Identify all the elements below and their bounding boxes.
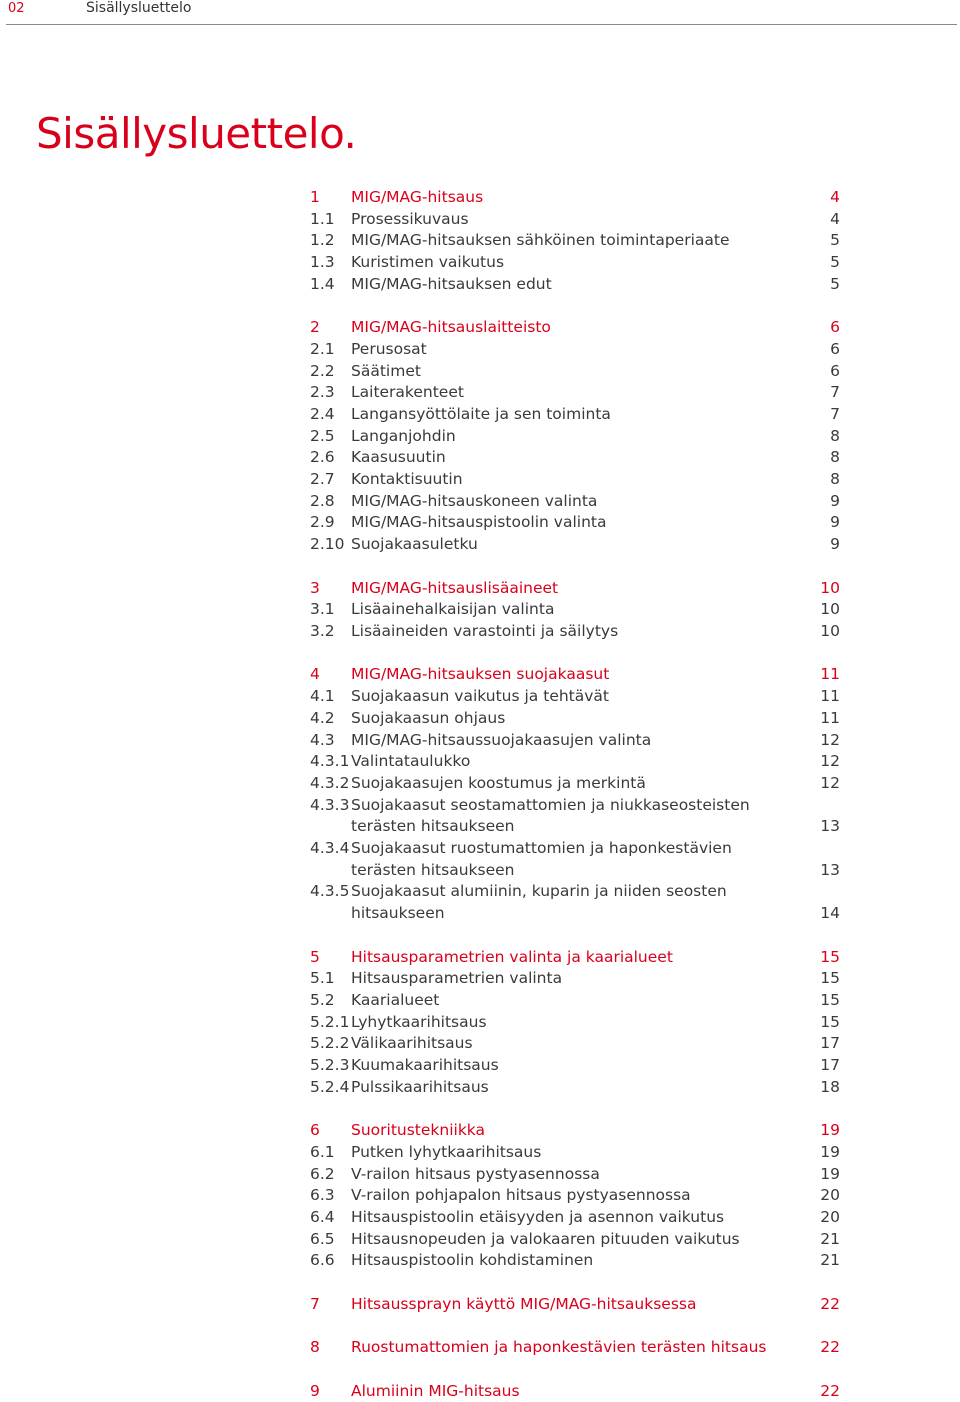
page-title: Sisällysluettelo. — [36, 109, 357, 158]
toc-section-row[interactable] — [310, 730, 840, 751]
toc-page-number: 22 — [820, 1338, 840, 1356]
toc-page-number: 20 — [820, 1186, 840, 1204]
toc-number: 4.3.2 — [310, 774, 350, 792]
toc-page-number: 5 — [830, 231, 840, 249]
toc-page-number: 15 — [820, 1013, 840, 1031]
toc-page-number: 15 — [820, 991, 840, 1009]
toc-section-row[interactable] — [310, 361, 840, 382]
toc-section-row[interactable] — [310, 426, 840, 447]
toc-title: Hitsaussprayn käyttö MIG/MAG-hitsauksessa — [351, 1295, 697, 1313]
toc-page-number: 8 — [830, 470, 840, 488]
toc-title: Hitsausparametrien valinta — [351, 969, 563, 987]
toc-number: 2.10 — [310, 535, 345, 553]
toc-section-row[interactable] — [310, 599, 840, 620]
toc-number: 5 — [310, 948, 320, 966]
toc-number: 3.1 — [310, 600, 335, 618]
toc-title: Alumiinin MIG-hitsaus — [351, 1382, 520, 1400]
toc-number: 1.1 — [310, 210, 335, 228]
toc-page-number: 7 — [830, 405, 840, 423]
toc-title: Hitsauspistoolin etäisyyden ja asennon vaikutus — [351, 1208, 725, 1226]
toc-section-row[interactable] — [310, 1250, 840, 1271]
toc-section-row[interactable] — [310, 1185, 840, 1206]
toc-title: hitsaukseen — [351, 904, 445, 922]
toc-page-number: 9 — [830, 513, 840, 531]
toc-title: Ruostumattomien ja haponkestävien terästen hitsaus — [351, 1338, 767, 1356]
toc-number: 5.2.4 — [310, 1078, 350, 1096]
toc-title: Lisäaineiden varastointi ja säilytys — [351, 622, 619, 640]
toc-page-number: 7 — [830, 383, 840, 401]
toc-number: 2.7 — [310, 470, 335, 488]
toc-title: Suoritustekniikka — [351, 1121, 486, 1139]
toc-section-row[interactable] — [310, 1142, 840, 1163]
toc-section-row[interactable] — [310, 968, 840, 989]
toc-number: 1.2 — [310, 231, 335, 249]
toc-number: 3.2 — [310, 622, 335, 640]
toc-title: MIG/MAG-hitsauksen sähköinen toimintaperiaate — [351, 231, 730, 249]
toc-title: Suojakaasut ruostumattomien ja haponkestävien — [351, 839, 732, 857]
toc-chapter-row[interactable] — [310, 1381, 840, 1402]
toc-number: 4.2 — [310, 709, 335, 727]
toc-section-row[interactable] — [310, 816, 840, 837]
toc-title: Prosessikuvaus — [351, 210, 469, 228]
toc-section-row[interactable] — [310, 1207, 840, 1228]
toc-page-number: 14 — [820, 904, 840, 922]
toc-title: Kuumakaarihitsaus — [351, 1056, 499, 1074]
toc-number: 2.3 — [310, 383, 335, 401]
toc-section-row[interactable] — [310, 404, 840, 425]
toc-chapter-row[interactable] — [310, 1120, 840, 1141]
toc-number: 4.3.4 — [310, 839, 350, 857]
toc-title: MIG/MAG-hitsauksen suojakaasut — [351, 665, 610, 683]
toc-page-number: 11 — [820, 665, 840, 683]
toc-page-number: 19 — [820, 1165, 840, 1183]
running-title: Sisällysluettelo — [86, 0, 192, 16]
toc-number: 6.1 — [310, 1143, 335, 1161]
toc-number: 5.2.2 — [310, 1034, 350, 1052]
toc-title: Suojakaasuletku — [351, 535, 478, 553]
page-number: 02 — [8, 1, 25, 16]
toc-section-row[interactable] — [310, 512, 840, 533]
toc-title: Kontaktisuutin — [351, 470, 463, 488]
toc-title: Kaarialueet — [351, 991, 440, 1009]
toc-page-number: 21 — [820, 1230, 840, 1248]
toc-number: 4.1 — [310, 687, 335, 705]
toc-section-row[interactable] — [310, 1033, 840, 1054]
toc-chapter-row[interactable] — [310, 578, 840, 599]
toc-number: 6.5 — [310, 1230, 335, 1248]
toc-number: 4 — [310, 665, 320, 683]
toc-title: Suojakaasun ohjaus — [351, 709, 506, 727]
toc-chapter-row[interactable] — [310, 1337, 840, 1358]
toc-number: 5.1 — [310, 969, 335, 987]
toc-title: terästen hitsaukseen — [351, 817, 515, 835]
toc-section-row[interactable] — [310, 491, 840, 512]
toc-section-row[interactable] — [310, 534, 840, 555]
toc-number: 4.3 — [310, 731, 335, 749]
toc-section-row[interactable] — [310, 209, 840, 230]
toc-page-number: 8 — [830, 427, 840, 445]
toc-title: Suojakaasut alumiinin, kuparin ja niiden seosten — [351, 882, 727, 900]
toc-page-number: 9 — [830, 492, 840, 510]
toc-page-number: 10 — [820, 600, 840, 618]
toc-section-row[interactable] — [310, 708, 840, 729]
toc-title: Suojakaasun vaikutus ja tehtävät — [351, 687, 609, 705]
toc-title: Hitsausparametrien valinta ja kaarialueet — [351, 948, 673, 966]
toc-page-number: 21 — [820, 1251, 840, 1269]
toc-number: 6.3 — [310, 1186, 335, 1204]
toc-number: 3 — [310, 579, 320, 597]
toc-number: 1.4 — [310, 275, 335, 293]
toc-number: 2.1 — [310, 340, 335, 358]
toc-number: 7 — [310, 1295, 320, 1313]
toc-section-row[interactable] — [310, 1164, 840, 1185]
toc-title: MIG/MAG-hitsauskoneen valinta — [351, 492, 598, 510]
toc-section-row[interactable] — [310, 881, 840, 902]
toc-title: Putken lyhytkaarihitsaus — [351, 1143, 542, 1161]
toc-title: Hitsauspistoolin kohdistaminen — [351, 1251, 594, 1269]
toc-title: Lyhytkaarihitsaus — [351, 1013, 487, 1031]
toc-page-number: 12 — [820, 752, 840, 770]
toc-number: 6.2 — [310, 1165, 335, 1183]
toc-title: MIG/MAG-hitsauslisäaineet — [351, 579, 559, 597]
toc-page-number: 5 — [830, 275, 840, 293]
toc-page-number: 5 — [830, 253, 840, 271]
toc-number: 2.9 — [310, 513, 335, 531]
toc-title: Lisäainehalkaisijan valinta — [351, 600, 555, 618]
toc-section-row[interactable] — [310, 860, 840, 881]
toc-number: 8 — [310, 1338, 320, 1356]
toc-title: Kuristimen vaikutus — [351, 253, 505, 271]
toc-number: 4.3.3 — [310, 796, 350, 814]
toc-section-row[interactable] — [310, 795, 840, 816]
toc-chapter-row[interactable] — [310, 664, 840, 685]
toc-title: Perusosat — [351, 340, 427, 358]
toc-number: 2.6 — [310, 448, 335, 466]
toc-page-number: 12 — [820, 774, 840, 792]
toc-page-number: 15 — [820, 948, 840, 966]
toc-section-row[interactable] — [310, 621, 840, 642]
toc-page-number: 12 — [820, 731, 840, 749]
toc-page-number: 4 — [830, 188, 840, 206]
toc-title: Valintataulukko — [351, 752, 471, 770]
toc-number: 5.2 — [310, 991, 335, 1009]
toc-number: 9 — [310, 1382, 320, 1400]
toc-page-number: 8 — [830, 448, 840, 466]
toc-section-row[interactable] — [310, 252, 840, 273]
toc-title: Välikaarihitsaus — [351, 1034, 473, 1052]
toc-chapter-row[interactable] — [310, 187, 840, 208]
toc-number: 2.8 — [310, 492, 335, 510]
toc-page-number: 15 — [820, 969, 840, 987]
toc-title: MIG/MAG-hitsauksen edut — [351, 275, 552, 293]
toc-page-number: 10 — [820, 622, 840, 640]
toc-section-row[interactable] — [310, 1229, 840, 1250]
toc-title: MIG/MAG-hitsaus — [351, 188, 484, 206]
toc-section-row[interactable] — [310, 773, 840, 794]
toc-page-number: 22 — [820, 1295, 840, 1313]
toc-section-row[interactable] — [310, 1055, 840, 1076]
toc-title: V-railon hitsaus pystyasennossa — [351, 1165, 600, 1183]
toc-title: Säätimet — [351, 362, 421, 380]
toc-page-number: 10 — [820, 579, 840, 597]
toc-number: 2 — [310, 318, 320, 336]
toc-page-number: 18 — [820, 1078, 840, 1096]
toc-title: Langansyöttölaite ja sen toiminta — [351, 405, 611, 423]
toc-number: 4.3.5 — [310, 882, 350, 900]
toc-section-row[interactable] — [310, 838, 840, 859]
toc-title: Laiterakenteet — [351, 383, 464, 401]
toc-page-number: 19 — [820, 1121, 840, 1139]
toc-number: 6.4 — [310, 1208, 335, 1226]
toc-page-number: 6 — [830, 318, 840, 336]
toc-title: Suojakaasujen koostumus ja merkintä — [351, 774, 646, 792]
toc-title: Kaasusuutin — [351, 448, 446, 466]
toc-title: Langanjohdin — [351, 427, 456, 445]
toc-title: Hitsausnopeuden ja valokaaren pituuden vaikutus — [351, 1230, 740, 1248]
toc-page-number: 11 — [820, 687, 840, 705]
toc-number: 6 — [310, 1121, 320, 1139]
toc-section-row[interactable] — [310, 447, 840, 468]
toc-section-row[interactable] — [310, 1012, 840, 1033]
toc-number: 2.4 — [310, 405, 335, 423]
toc-number: 1 — [310, 188, 320, 206]
toc-page-number: 17 — [820, 1056, 840, 1074]
toc-section-row[interactable] — [310, 1077, 840, 1098]
toc-page-number: 13 — [820, 817, 840, 835]
toc-page-number: 11 — [820, 709, 840, 727]
toc-title: Pulssikaarihitsaus — [351, 1078, 489, 1096]
toc-number: 6.6 — [310, 1251, 335, 1269]
toc-title: MIG/MAG-hitsauspistoolin valinta — [351, 513, 607, 531]
toc-section-row[interactable] — [310, 686, 840, 707]
toc-page-number: 19 — [820, 1143, 840, 1161]
toc-number: 2.5 — [310, 427, 335, 445]
toc-title: MIG/MAG-hitsaussuojakaasujen valinta — [351, 731, 652, 749]
toc-number: 2.2 — [310, 362, 335, 380]
toc-number: 1.3 — [310, 253, 335, 271]
toc-chapter-row[interactable] — [310, 947, 840, 968]
toc-page-number: 4 — [830, 210, 840, 228]
toc-page-number: 22 — [820, 1382, 840, 1400]
toc-page-number: 9 — [830, 535, 840, 553]
toc-page-number: 13 — [820, 861, 840, 879]
toc-section-row[interactable] — [310, 382, 840, 403]
page-header — [6, 0, 957, 25]
toc-section-row[interactable] — [310, 274, 840, 295]
toc-section-row[interactable] — [310, 990, 840, 1011]
toc-number: 5.2.3 — [310, 1056, 350, 1074]
toc-chapter-row[interactable] — [310, 317, 840, 338]
toc-page-number: 6 — [830, 362, 840, 380]
toc-number: 4.3.1 — [310, 752, 350, 770]
toc-title: terästen hitsaukseen — [351, 861, 515, 879]
toc-chapter-row[interactable] — [310, 1294, 840, 1315]
toc-section-row[interactable] — [310, 469, 840, 490]
toc-section-row[interactable] — [310, 339, 840, 360]
toc-title: V-railon pohjapalon hitsaus pystyasennossa — [351, 1186, 691, 1204]
toc-page-number: 6 — [830, 340, 840, 358]
toc-title: Suojakaasut seostamattomien ja niukkaseosteisten — [351, 796, 750, 814]
toc-section-row[interactable] — [310, 751, 840, 772]
toc-section-row[interactable] — [310, 903, 840, 924]
toc-number: 5.2.1 — [310, 1013, 350, 1031]
toc-title: MIG/MAG-hitsauslaitteisto — [351, 318, 551, 336]
toc-section-row[interactable] — [310, 230, 840, 251]
toc-page-number: 20 — [820, 1208, 840, 1226]
toc-page-number: 17 — [820, 1034, 840, 1052]
